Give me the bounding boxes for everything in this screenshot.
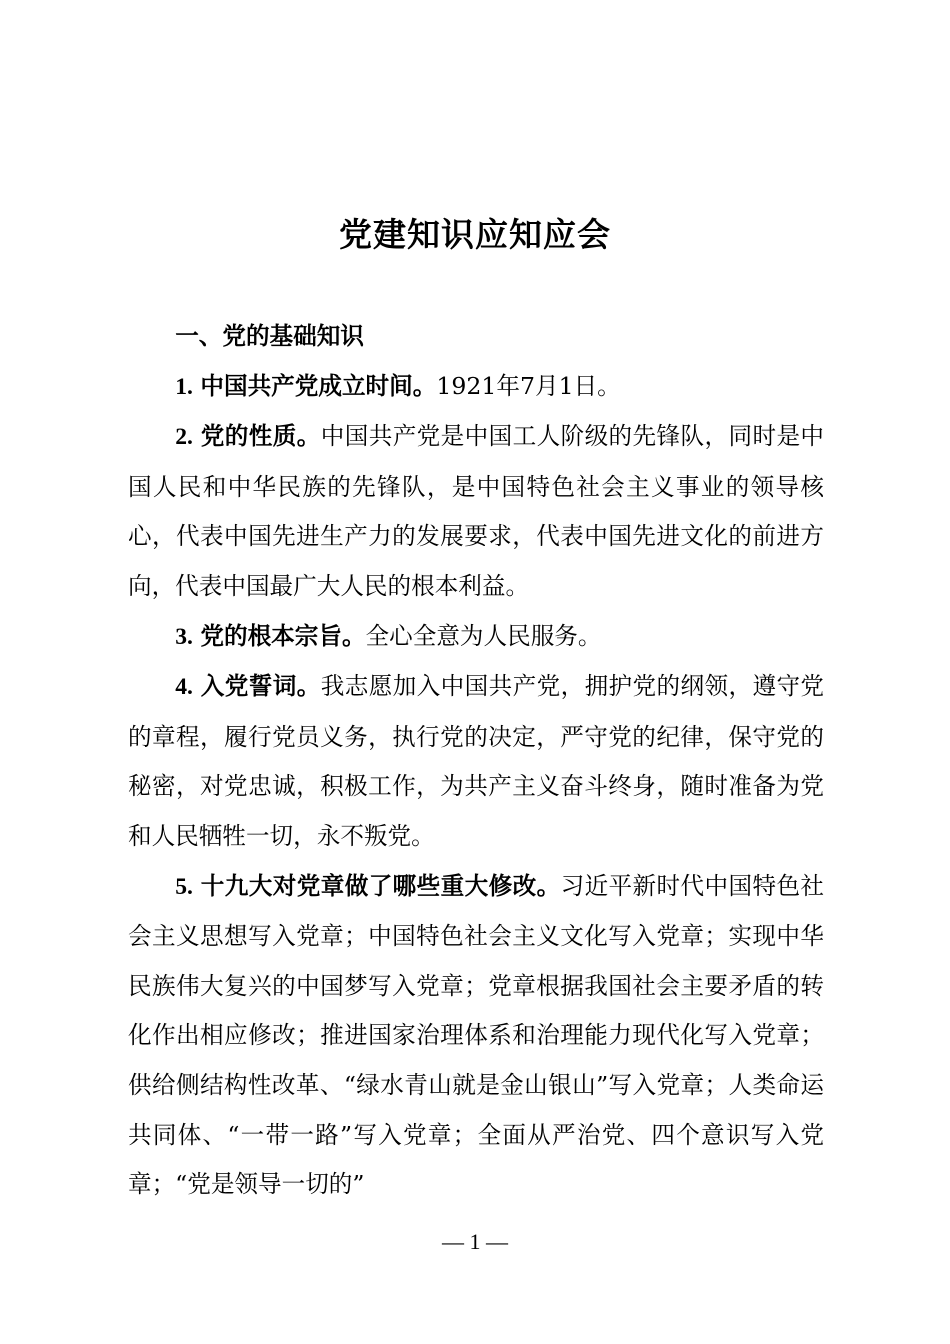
item-4-number: 4. xyxy=(175,674,193,701)
item-5 xyxy=(128,862,824,1210)
section-heading: 一、党的基础知识 xyxy=(175,322,364,350)
item-4 xyxy=(128,662,824,861)
item-5-body: 习近平新时代中国特色社会主义思想写入党章；中国特色社会主义文化写入党章；实现中华民族伟大复兴的中国梦写入党章；党章根据我国社会主要矛盾的转化作出相应修改；推进国家治理体系和治理能力现代化写入党章；供给侧结构性改革、“绿水青山就是金山银山”写入党章；人类命运共同体、“一带一路”写入党章；全面从严治党、四个意识写入党章；“党是领导一切的” xyxy=(128,871,825,1199)
item-1-body: 1921年7月1日。 xyxy=(436,371,621,400)
item-4-heading: 入党誓词。 xyxy=(200,672,321,701)
item-3 xyxy=(128,612,824,663)
item-2-number: 2. xyxy=(175,424,193,451)
page-number: — 1 — xyxy=(442,1229,508,1254)
item-1-number: 1. xyxy=(175,373,193,400)
item-2-heading: 党的性质。 xyxy=(200,422,321,451)
item-3-number: 3. xyxy=(175,623,193,650)
item-1-heading: 中国共产党成立时间。 xyxy=(200,371,437,400)
item-1 xyxy=(128,362,824,413)
item-5-number: 5. xyxy=(175,873,193,900)
item-2-body: 中国共产党是中国工人阶级的先锋队，同时是中国人民和中华民族的先锋队，是中国特色社会主义事业的领导核心，代表中国先进生产力的发展要求，代表中国先进文化的前进方向，代表中国最广大人民的根本利益。 xyxy=(128,422,825,600)
document-body xyxy=(128,312,824,1210)
item-3-body: 全心全意为人民服务。 xyxy=(365,621,602,650)
item-2 xyxy=(128,412,824,611)
item-4-body: 我志愿加入中国共产党，拥护党的纲领，遵守党的章程，履行党员义务，执行党的决定，严守党的纪律，保守党的秘密，对党忠诚，积极工作，为共产主义奋斗终身，随时准备为党和人民牺牲一切，永不叛党。 xyxy=(128,672,825,850)
item-5-heading: 十九大对党章做了哪些重大修改。 xyxy=(200,871,561,900)
document-title: 党建知识应知应会 xyxy=(339,215,611,254)
item-3-heading: 党的根本宗旨。 xyxy=(200,621,366,650)
